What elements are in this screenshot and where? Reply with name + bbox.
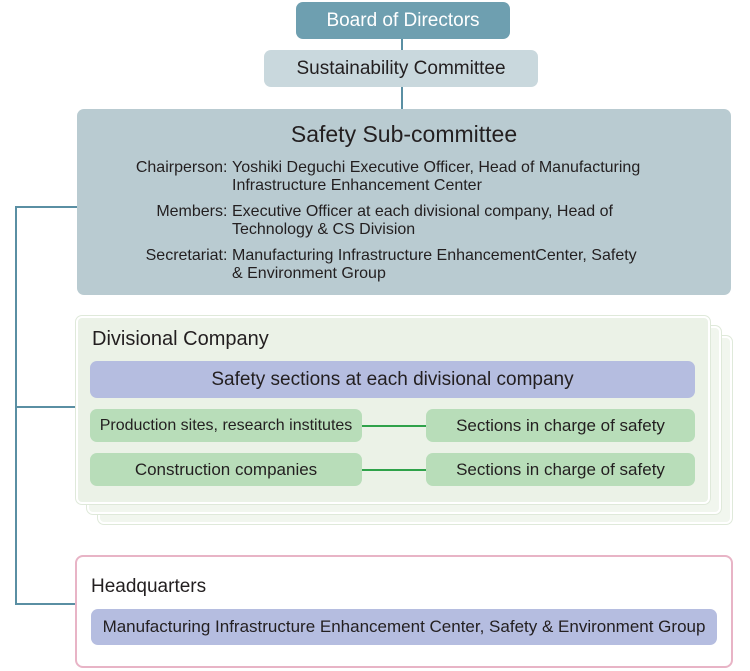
members-value bbox=[232, 203, 712, 239]
connector-to-subcommittee bbox=[15, 206, 77, 208]
secretariat-row bbox=[77, 247, 731, 287]
safety-charge-label-2: Sections in charge of safety bbox=[456, 459, 665, 479]
secretariat-label: Secretariat bbox=[145, 247, 223, 264]
safety-sections-label: Safety sections at each divisional company bbox=[211, 368, 574, 390]
board-of-directors-box bbox=[296, 2, 510, 39]
members-line-1: Executive Officer at each divisional company, Head of bbox=[232, 203, 613, 220]
secretariat-colon: : bbox=[223, 247, 228, 264]
chairperson-label: Chairperson bbox=[135, 159, 223, 176]
chairperson-row bbox=[77, 159, 731, 199]
divisional-company-box bbox=[76, 316, 710, 504]
hq-item-box bbox=[91, 609, 717, 645]
secretariat-value bbox=[232, 247, 712, 283]
construction-companies-box bbox=[90, 453, 362, 486]
chairperson-line-1: Yoshiki Deguchi Executive Officer, Head of Manufacturing bbox=[232, 159, 641, 176]
sustainability-committee-box bbox=[264, 50, 538, 87]
safety-sections-box bbox=[90, 361, 695, 398]
divisional-company-title: Divisional Company bbox=[92, 328, 269, 350]
members-colon: : bbox=[223, 203, 228, 220]
hq-item-label: Manufacturing Infrastructure Enhancement Center, Safety & Environment Group bbox=[102, 617, 706, 636]
members-row bbox=[77, 203, 731, 243]
connector-to-divisional bbox=[15, 406, 76, 408]
headquarters-box bbox=[75, 555, 733, 668]
connector-board-to-committee bbox=[401, 39, 403, 50]
chairperson-value bbox=[232, 159, 712, 195]
safety-charge-box-2 bbox=[426, 453, 695, 486]
sustainability-label: Sustainability Committee bbox=[296, 57, 506, 79]
secretariat-line-2: & Environment Group bbox=[232, 265, 386, 282]
members-line-2: Technology & CS Division bbox=[232, 221, 416, 238]
chairperson-line-2: Infrastructure Enhancement Center bbox=[232, 177, 482, 194]
safety-charge-box-1 bbox=[426, 409, 695, 442]
board-label: Board of Directors bbox=[326, 9, 480, 31]
production-connector bbox=[362, 425, 426, 427]
safety-subcommittee-box bbox=[77, 109, 731, 295]
connector-to-headquarters bbox=[15, 603, 75, 605]
members-label: Members bbox=[156, 203, 223, 220]
connector-committee-to-subcommittee bbox=[401, 87, 403, 109]
construction-companies-label: Construction companies bbox=[134, 459, 318, 479]
safety-charge-label-1: Sections in charge of safety bbox=[456, 415, 665, 435]
chairperson-colon: : bbox=[223, 159, 228, 176]
production-sites-label: Production sites, research institutes bbox=[99, 416, 353, 434]
safety-subcommittee-title: Safety Sub-committee bbox=[290, 121, 518, 147]
construction-connector bbox=[362, 469, 426, 471]
headquarters-title: Headquarters bbox=[91, 576, 207, 597]
secretariat-line-1: Manufacturing Infrastructure EnhancementCenter, Safety bbox=[232, 247, 637, 264]
production-sites-box bbox=[90, 409, 362, 442]
